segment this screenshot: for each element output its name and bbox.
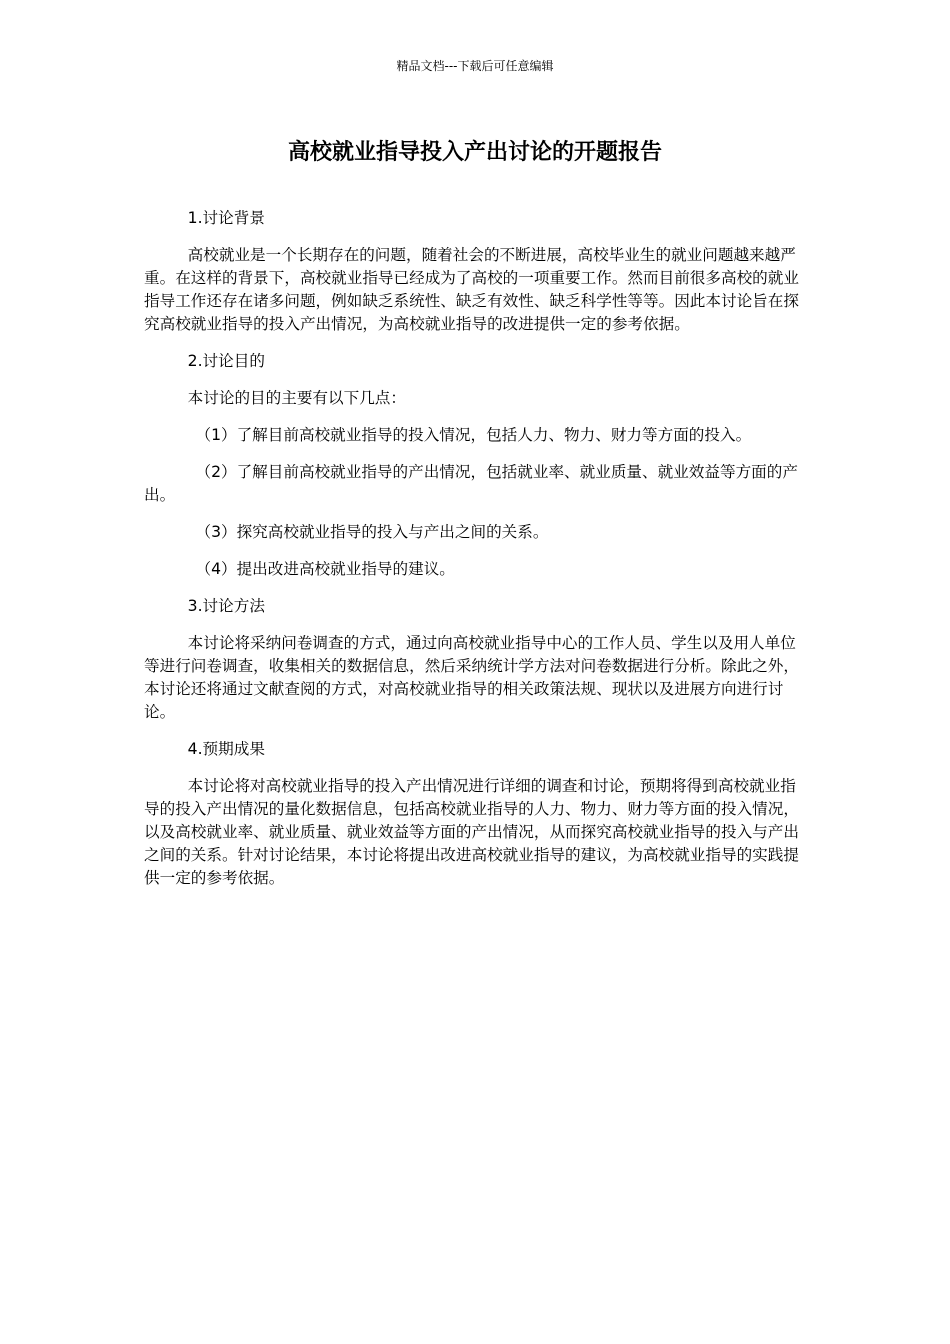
section-heading-method: 3.讨论方法 bbox=[187, 597, 265, 615]
section-heading-purpose: 2.讨论目的 bbox=[187, 352, 265, 370]
list-item-purpose-3: （3）探究高校就业指导的投入与产出之间的关系。 bbox=[195, 523, 549, 541]
paragraph-method: 本讨论将采纳问卷调查的方式，通过向高校就业指导中心的工作人员、学生以及用人单位等进行问卷调查，收集相关的数据信息，然后采纳统计学方法对问卷数据进行分析。除此之外，本讨论还将通过文献查阅的方式，对高校就业指导的相关政策法规、现状以及进展方向进行讨论。 bbox=[144, 634, 799, 721]
document-title: 高校就业指导投入产出讨论的开题报告 bbox=[287, 140, 662, 165]
paragraph-background: 高校就业是一个长期存在的问题，随着社会的不断进展，高校毕业生的就业问题越来越严重。在这样的背景下，高校就业指导已经成为了高校的一项重要工作。然而目前很多高校的就业指导工作还存在诸多问题，例如缺乏系统性、缺乏有效性、缺乏科学性等等。因此本讨论旨在探究高校就业指导的投入产出情况，为高校就业指导的改进提供一定的参考依据。 bbox=[144, 246, 799, 333]
document-body bbox=[144, 207, 806, 904]
list-item-purpose-1: （1）了解目前高校就业指导的投入情况，包括人力、物力、财力等方面的投入。 bbox=[195, 426, 752, 444]
list-item-purpose-2: （2）了解目前高校就业指导的产出情况，包括就业率、就业质量、就业效益等方面的产出。 bbox=[144, 463, 798, 504]
paragraph-results: 本讨论将对高校就业指导的投入产出情况进行详细的调查和讨论，预期将得到高校就业指导的投入产出情况的量化数据信息，包括高校就业指导的人力、物力、财力等方面的投入情况，以及高校就业率、就业质量、就业效益等方面的产出情况，从而探究高校就业指导的投入与产出之间的关系。针对讨论结果，本讨论将提出改进高校就业指导的建议，为高校就业指导的实践提供一定的参考依据。 bbox=[144, 777, 799, 887]
section-heading-background: 1.讨论背景 bbox=[187, 209, 265, 227]
page-header: 精品文档---下载后可任意编辑 bbox=[396, 59, 554, 73]
section-heading-results: 4.预期成果 bbox=[187, 740, 265, 758]
paragraph-purpose-intro: 本讨论的目的主要有以下几点： bbox=[187, 389, 406, 407]
list-item-purpose-4: （4）提出改进高校就业指导的建议。 bbox=[195, 560, 455, 578]
